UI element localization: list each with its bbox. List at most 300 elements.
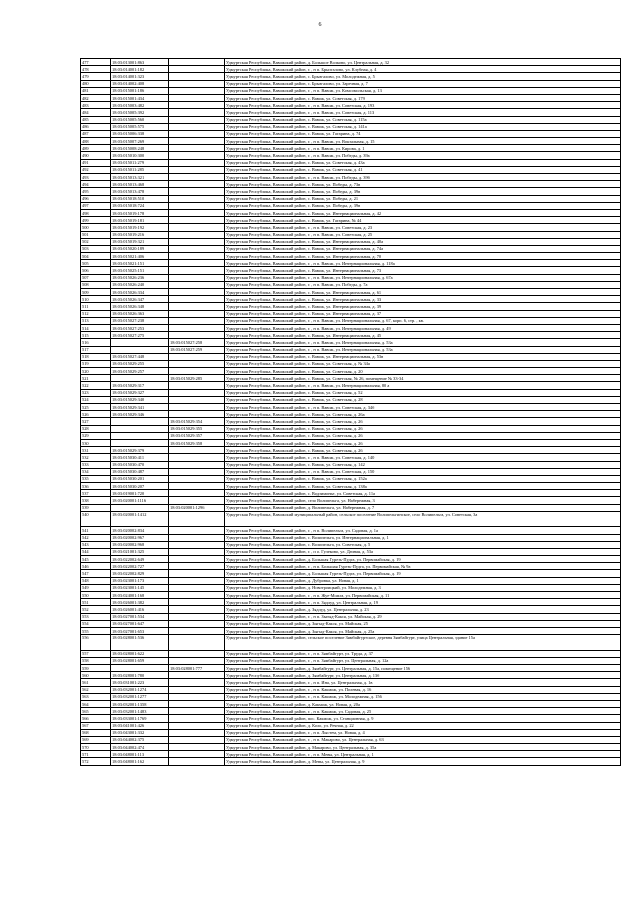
cadastral-number-cell [111, 418, 169, 425]
address-cell: Удмуртская Республика, Вавожский район, д. Какмож, ул. Новая, д. 20а [225, 700, 621, 707]
address-cell: Удмуртская Республика, Вавожский район, г. , н п. Вавож, ул. Советская, д. 150 [225, 468, 621, 475]
address-cell: Удмуртская Республика, Вавожский район, г. , н п. Волипельга, ул. Садовая, д. 1а [225, 527, 621, 534]
premises-number-cell [169, 613, 225, 620]
address-cell: Удмуртская Республика, Вавожский район, с. Вавож, ул. Гагарина, д. 74 [225, 130, 621, 137]
table-row [81, 224, 621, 231]
table-row [81, 613, 621, 620]
table-row [81, 708, 621, 715]
cadastral-number-cell: 18:03:044002:375 [111, 736, 169, 743]
table-row [81, 483, 621, 490]
premises-number-cell [169, 389, 225, 396]
cadastral-number-cell: 18:03:013001:863 [111, 59, 169, 66]
table-row [81, 138, 621, 145]
table-row [81, 195, 621, 202]
cadastral-number-cell [111, 425, 169, 432]
cadastral-number-cell: 18:03:015029:317 [111, 382, 169, 389]
table-row [81, 188, 621, 195]
row-number-cell: 498 [81, 209, 111, 216]
premises-number-cell [169, 174, 225, 181]
cadastral-number-cell: 18:03:015030:201 [111, 475, 169, 482]
table-row [81, 693, 621, 700]
table-row [81, 296, 621, 303]
address-cell: Удмуртская Республика, Вавожский район, г. , н п. Вавож, ул. Советская, д. 113 [225, 109, 621, 116]
row-number-cell: 486 [81, 123, 111, 130]
row-number-cell: 517 [81, 346, 111, 353]
cadastral-number-cell: 18:03:015011:279 [111, 159, 169, 166]
premises-number-cell [169, 217, 225, 224]
cadastral-number-cell: 18:03:015011:285 [111, 166, 169, 173]
cadastral-number-cell: 18:03:015005:392 [111, 109, 169, 116]
cadastral-number-cell: 18:03:031001:223 [111, 679, 169, 686]
cadastral-number-cell: 18:03:048001:113 [111, 751, 169, 758]
premises-number-cell: 18:03:028001:777 [169, 665, 225, 672]
table-row [81, 729, 621, 736]
row-number-cell: 525 [81, 404, 111, 411]
cadastral-number-cell: 18:03:044002:474 [111, 744, 169, 751]
address-cell: Удмуртская Республика, Вавожский район, г. , н п. Вавож, ул. Советская, д. 140 [225, 454, 621, 461]
row-number-cell: 510 [81, 296, 111, 303]
premises-number-cell [169, 145, 225, 152]
address-cell: Удмуртская Республика, Вавожский район, д. Новотроицкий, ул. Молодежная, д. 3 [225, 584, 621, 591]
address-cell: Удмуртская Республика, Вавожский район, г. , н п. Зямбайгурт, ул. Центральная, д. 12а [225, 657, 621, 664]
row-number-cell: 508 [81, 281, 111, 288]
address-cell: Удмуртская Республика, Вавожский район, с. Вавож, ул. Интернациональная, д. 45 [225, 332, 621, 339]
row-number-cell: 558 [81, 657, 111, 664]
address-cell: Удмуртская Республика, Вавожский район, г. , н п. Брызгалово, ул. Клубная, д. 4 [225, 66, 621, 73]
row-number-cell: 513 [81, 317, 111, 324]
cadastral-number-cell: 18:03:015026:363 [111, 310, 169, 317]
address-cell: Удмуртская Республика, Вавожский район, г. , н п. Вавож, ул. Вокзальная, д. 15 [225, 138, 621, 145]
address-cell: Удмуртская Республика, Вавожский район, с. Вавож, ул. Советская, д. 138а [225, 483, 621, 490]
row-number-cell: 511 [81, 303, 111, 310]
premises-number-cell: 18:03:015027:259 [169, 346, 225, 353]
premises-number-cell [169, 116, 225, 123]
cadastral-number-cell: 18:03:021001:325 [111, 548, 169, 555]
cadastral-number-cell: 18:03:015005:560 [111, 116, 169, 123]
premises-number-cell [169, 751, 225, 758]
table-row [81, 744, 621, 751]
address-cell: Удмуртская Республика, Вавожский район, с. Вавож, ул. Интернациональная, д. 74а [225, 245, 621, 252]
address-cell: Удмуртская Республика, Вавожский район, д. Дубровка, ул. Новая, д. 1 [225, 577, 621, 584]
address-cell: Удмуртская Республика, Вавожский район, д. Зямбайгурт, ул. Центральная, д. 13б [225, 672, 621, 679]
table-row [81, 102, 621, 109]
address-cell: Удмуртская Республика, Вавожский район, с. Вавож, ул. Победы, д. 73в [225, 181, 621, 188]
table-row [81, 599, 621, 606]
table-row [81, 665, 621, 672]
premises-number-cell [169, 159, 225, 166]
cadastral-number-cell: 18:03:015018:724 [111, 202, 169, 209]
cadastral-number-cell: 18:03:043001:332 [111, 729, 169, 736]
premises-number-cell [169, 548, 225, 555]
address-cell: Удмуртская Республика, Вавожский район, г. , н п. Зыгыд-Какся, ул. Майская, д. 29 [225, 613, 621, 620]
row-number-cell: 523 [81, 389, 111, 396]
table-row [81, 584, 621, 591]
cadastral-number-cell: 18:03:015029:346 [111, 411, 169, 418]
cadastral-number-cell: 18:03:015029:255 [111, 360, 169, 367]
address-cell: Удмуртская Республика, Вавожский район, с. Вавож, ул. Интернациональная, д. 70 [225, 253, 621, 260]
address-cell: Удмуртская Республика, Вавожский район, с. Вавож, ул. Советская, д. 43а [225, 159, 621, 166]
table-row [81, 432, 621, 439]
address-cell: Удмуртская Республика, Вавожский район, с. Вавож, ул. Победы, д. 39в [225, 188, 621, 195]
row-number-cell: 500 [81, 224, 111, 231]
premises-number-cell [169, 181, 225, 188]
premises-number-cell [169, 744, 225, 751]
cadastral-number-cell: 18:03:032001:1358 [111, 700, 169, 707]
row-number-cell: 539 [81, 504, 111, 511]
premises-number-cell [169, 606, 225, 613]
table-row [81, 353, 621, 360]
table-row [81, 289, 621, 296]
row-number-cell: 484 [81, 109, 111, 116]
address-cell: Удмуртская Республика, Вавожский район, д. Большое Волково, ул. Центральная, д. 32 [225, 59, 621, 66]
cadastral-number-cell: 18:03:015029:327 [111, 389, 169, 396]
cadastral-number-cell: 18:03:028001:780 [111, 672, 169, 679]
premises-number-cell [169, 686, 225, 693]
row-number-cell: 495 [81, 188, 111, 195]
address-cell: Удмуртская Республика, Вавожский район, с. Вавож, ул. Советская, д. 141а [225, 123, 621, 130]
table-row [81, 80, 621, 87]
premises-number-cell [169, 130, 225, 137]
row-number-cell: 547 [81, 570, 111, 577]
premises-number-cell: 18:03:015027:258 [169, 339, 225, 346]
address-cell: Удмуртская Республика, Вавожский район, д. Коло, ул. Речная, д. 22 [225, 722, 621, 729]
cadastral-number-cell: 18:03:015026:347 [111, 296, 169, 303]
address-cell: Удмуртская Республика, Вавожский район, г. , н п. Вавож, ул. Интернациональная, д. 67, корп. 6, стр. , кв. [225, 317, 621, 324]
address-cell: Удмуртская Республика, Вавожский район, с. Вавож, ул. Интернациональная, д. 33 [225, 296, 621, 303]
row-number-cell: 564 [81, 700, 111, 707]
premises-number-cell [169, 332, 225, 339]
premises-number-cell [169, 245, 225, 252]
table-row [81, 541, 621, 548]
cadastral-number-cell: 18:03:032001:1483 [111, 708, 169, 715]
row-number-cell: 497 [81, 202, 111, 209]
address-cell: Удмуртская Республика, Вавожский район, г. , н п. Вавож, ул. Советская, д. 34б [225, 404, 621, 411]
address-cell: Удмуртская Республика, Вавожский район, д. Большая Гурезь-Пудга, ул. Первомайская, д. 19 [225, 570, 621, 577]
premises-number-cell [169, 303, 225, 310]
row-number-cell: 541 [81, 527, 111, 534]
cadastral-number-cell: 18:03:015027:253 [111, 324, 169, 331]
cadastral-number-cell: 18:03:015027:238 [111, 317, 169, 324]
cadastral-number-cell: 18:03:023001:173 [111, 577, 169, 584]
address-cell: Удмуртская Республика, Вавожский район, с. Вавож, ул. Интернациональная, д. 40а [225, 238, 621, 245]
address-cell: Удмуртская Республика, Вавожский район, с. Вавож, ул. Советская, д. 41 [225, 166, 621, 173]
address-cell: Удмуртская Республика, Вавожский район, г. , н п. Ина, ул. Центральная, д. 1в [225, 679, 621, 686]
address-cell: Удмуртская Республика, Вавожский район, с. Вавож, ул. Интернациональная, д. 73 [225, 267, 621, 274]
premises-number-cell [169, 497, 225, 504]
table-row [81, 511, 621, 527]
row-number-cell: 542 [81, 534, 111, 541]
table-row [81, 360, 621, 367]
row-number-cell: 561 [81, 679, 111, 686]
cadastral-number-cell: 18:03:032001:1274 [111, 686, 169, 693]
row-number-cell: 540 [81, 511, 111, 527]
table-row [81, 231, 621, 238]
row-number-cell: 543 [81, 541, 111, 548]
table-row [81, 736, 621, 743]
cadastral-number-cell: 18:03:015026:348 [111, 303, 169, 310]
address-cell: Удмуртская Республика, Вавожский район, село Волипельга, ул. Набережная, 3 [225, 497, 621, 504]
table-row [81, 339, 621, 346]
premises-number-cell [169, 447, 225, 454]
premises-number-cell [169, 396, 225, 403]
row-number-cell: 565 [81, 708, 111, 715]
address-cell: Удмуртская Республика, Вавожский муниципальный район, сельское поселение Волипельгинское, село Волипельга, ул. Советская, 3а [225, 511, 621, 527]
table-row [81, 94, 621, 101]
row-number-cell: 532 [81, 454, 111, 461]
table-row [81, 181, 621, 188]
row-number-cell: 518 [81, 353, 111, 360]
row-number-cell: 509 [81, 289, 111, 296]
row-number-cell: 482 [81, 94, 111, 101]
table-row [81, 396, 621, 403]
address-cell: Удмуртская Республика, Вавожский район, г. , н п. Какмож, ул. Полевая, д. 16 [225, 686, 621, 693]
premises-number-cell [169, 231, 225, 238]
premises-number-cell [169, 454, 225, 461]
cadastral-number-cell: 18:03:028001:536 [111, 635, 169, 651]
premises-number-cell [169, 274, 225, 281]
cadastral-number-cell: 18:03:023001:145 [111, 584, 169, 591]
cadastral-number-cell: 18:03:015001:186 [111, 87, 169, 94]
cadastral-number-cell [111, 439, 169, 446]
cadastral-number-cell: 18:03:015029:340 [111, 396, 169, 403]
row-number-cell: 567 [81, 722, 111, 729]
row-number-cell: 550 [81, 592, 111, 599]
cadastral-number-cell: 18:03:015030:411 [111, 454, 169, 461]
cadastral-number-cell: 18:03:022002:649 [111, 556, 169, 563]
row-number-cell: 521 [81, 375, 111, 382]
cadastral-number-cell: 18:03:028001:659 [111, 657, 169, 664]
row-number-cell: 570 [81, 744, 111, 751]
cadastral-number-cell: 18:03:026001:382 [111, 599, 169, 606]
premises-number-cell [169, 94, 225, 101]
table-row [81, 563, 621, 570]
premises-number-cell [169, 635, 225, 651]
cadastral-number-cell: 18:03:015013:478 [111, 188, 169, 195]
row-number-cell: 526 [81, 411, 111, 418]
premises-number-cell [169, 138, 225, 145]
premises-number-cell [169, 556, 225, 563]
table-row [81, 174, 621, 181]
row-number-cell: 515 [81, 332, 111, 339]
premises-number-cell [169, 296, 225, 303]
address-cell: Удмуртская Республика, Вавожский район, д. Большая Гурезь-Пудга, ул. Первомайская, д. 19 [225, 556, 621, 563]
row-number-cell: 555 [81, 627, 111, 634]
table-row [81, 425, 621, 432]
table-row [81, 527, 621, 534]
premises-number-cell [169, 577, 225, 584]
premises-number-cell [169, 66, 225, 73]
table-row [81, 504, 621, 511]
premises-number-cell [169, 650, 225, 657]
address-cell: Удмуртская Республика, Вавожский район, г. , н п. Вавож, ул. Интернациональная, д. 49 [225, 324, 621, 331]
row-number-cell: 553 [81, 613, 111, 620]
address-cell: Удмуртская Республика, Вавожский район, г. , н п. Вавож, ул. Комсомольская, д. 13 [225, 87, 621, 94]
table-row [81, 166, 621, 173]
row-number-cell: 571 [81, 751, 111, 758]
premises-number-cell [169, 152, 225, 159]
table-row [81, 303, 621, 310]
cadastral-number-cell [111, 432, 169, 439]
cadastral-number-cell: 18:03:015001:434 [111, 94, 169, 101]
page-number: 6 [318, 22, 322, 28]
cadastral-number-cell: 18:03:015013:468 [111, 181, 169, 188]
row-number-cell: 554 [81, 620, 111, 627]
table-row [81, 679, 621, 686]
cadastral-number-cell: 18:03:015003:482 [111, 102, 169, 109]
row-number-cell: 483 [81, 102, 111, 109]
address-cell: Удмуртская Республика, Вавожский район, г. , н п. Вавож, ул. Победы, д. 39а [225, 152, 621, 159]
row-number-cell: 546 [81, 563, 111, 570]
table-row [81, 461, 621, 468]
premises-number-cell [169, 657, 225, 664]
table-row [81, 152, 621, 159]
premises-number-cell [169, 599, 225, 606]
row-number-cell: 537 [81, 490, 111, 497]
premises-number-cell [169, 267, 225, 274]
table-row [81, 715, 621, 722]
cadastral-number-cell: 18:03:020001:1412 [111, 511, 169, 527]
premises-number-cell [169, 541, 225, 548]
address-cell: Удмуртская Республика, Вавожский район, г. , н п. Мевы, ул. Центральная, д. 1 [225, 751, 621, 758]
premises-number-cell [169, 281, 225, 288]
table-row [81, 375, 621, 382]
table-row [81, 281, 621, 288]
address-cell: Удмуртская Республика, Вавожский район, с. Волипельга, ул. Советская, д. 5 [225, 541, 621, 548]
row-number-cell: 480 [81, 80, 111, 87]
address-cell: Удмуртская Республика, Вавожский район, с. Вавож, ул. Советская, д. 26 [225, 439, 621, 446]
row-number-cell: 512 [81, 310, 111, 317]
premises-number-cell: 18:03:015029:285 [169, 375, 225, 382]
table-row [81, 606, 621, 613]
premises-number-cell [169, 461, 225, 468]
table-row [81, 627, 621, 634]
address-cell: Удмуртская Республика, Вавожский район, д. Волипельга, ул. Набережная, д. 7 [225, 504, 621, 511]
table-row [81, 66, 621, 73]
premises-number-cell [169, 195, 225, 202]
cadastral-number-cell: 18:03:015027:275 [111, 332, 169, 339]
row-number-cell: 528 [81, 425, 111, 432]
address-cell: Удмуртская Республика, Вавожский район, с. Вавож, ул. Советская, д. № 34а [225, 360, 621, 367]
table-row [81, 382, 621, 389]
premises-number-cell [169, 672, 225, 679]
row-number-cell: 530 [81, 439, 111, 446]
row-number-cell: 519 [81, 360, 111, 367]
table-row [81, 245, 621, 252]
cadastral-number-cell: 18:03:015013:321 [111, 174, 169, 181]
cadastral-number-cell: 18:03:014001:182 [111, 66, 169, 73]
address-cell: Удмуртская Республика, Вавожский район, г. , н п. Жуе-Можга, ул. Первомайская, д. 11 [225, 592, 621, 599]
row-number-cell: 562 [81, 686, 111, 693]
address-cell: Удмуртская Республика, Вавожский район, с. Вавож, ул. Советская, д. 179 [225, 94, 621, 101]
table-row [81, 475, 621, 482]
row-number-cell: 490 [81, 152, 111, 159]
table-row [81, 59, 621, 66]
address-cell: Удмуртская Республика, Вавожский район, с. Вавож, ул. Советская, д. 26 [225, 418, 621, 425]
row-number-cell: 491 [81, 159, 111, 166]
table-row [81, 346, 621, 353]
premises-number-cell [169, 527, 225, 534]
cadastral-number-cell: 18:03:015018:510 [111, 195, 169, 202]
table-row [81, 274, 621, 281]
premises-number-cell [169, 123, 225, 130]
row-number-cell: 563 [81, 693, 111, 700]
table-row [81, 672, 621, 679]
cadastral-number-cell: 18:03:015029:341 [111, 404, 169, 411]
address-cell: Удмуртская Республика, Вавожский район, г. , н п. Вавож, ул. Интернациональная, д. 67а [225, 274, 621, 281]
cadastral-number-cell: 18:03:015020:189 [111, 245, 169, 252]
row-number-cell: 499 [81, 217, 111, 224]
cadastral-number-cell: 18:03:015019:216 [111, 231, 169, 238]
premises-number-cell [169, 592, 225, 599]
row-number-cell: 529 [81, 432, 111, 439]
cadastral-number-cell: 18:03:015021:406 [111, 253, 169, 260]
row-number-cell: 545 [81, 556, 111, 563]
row-number-cell: 503 [81, 245, 111, 252]
cadastral-number-cell: 18:03:026001:416 [111, 606, 169, 613]
premises-number-cell [169, 109, 225, 116]
row-number-cell: 504 [81, 253, 111, 260]
table-row [81, 209, 621, 216]
row-number-cell: 535 [81, 475, 111, 482]
table-row [81, 389, 621, 396]
row-number-cell: 572 [81, 758, 111, 765]
premises-number-cell [169, 260, 225, 267]
row-number-cell: 551 [81, 599, 111, 606]
table-row [81, 217, 621, 224]
cadastral-number-cell: 18:03:015019:178 [111, 209, 169, 216]
cadastral-number-cell: 18:03:033001:1769 [111, 715, 169, 722]
premises-number-cell [169, 382, 225, 389]
cadastral-number-cell: 18:03:020001:1116 [111, 497, 169, 504]
table-row [81, 534, 621, 541]
row-number-cell: 559 [81, 665, 111, 672]
premises-number-cell: 18:03:015029:357 [169, 432, 225, 439]
row-number-cell: 520 [81, 368, 111, 375]
cadastral-number-cell: 18:03:014002:408 [111, 80, 169, 87]
address-cell: Удмуртская Республика, Вавожский район, с. Брызгалово, ул. Молодежная, д. 5 [225, 73, 621, 80]
table-row [81, 490, 621, 497]
premises-number-cell [169, 570, 225, 577]
address-cell: Удмуртская Республика, Вавожский район, г. , н п. Вавож, ул. Кирова, д. 1 [225, 145, 621, 152]
table-row [81, 700, 621, 707]
premises-number-cell [169, 483, 225, 490]
premises-number-cell [169, 708, 225, 715]
registry-table [80, 58, 621, 766]
cadastral-number-cell: 18:03:019001:720 [111, 490, 169, 497]
address-cell: Удмуртская Республика, Вавожский район, д. Зямбайгурт, ул. Центральная, д. 15а, помещение 156 [225, 665, 621, 672]
address-cell: Удмуртская Республика, Вавожский район, с. Вавож, ул. Интернациональная, д. 37 [225, 310, 621, 317]
premises-number-cell [169, 758, 225, 765]
table-row [81, 87, 621, 94]
row-number-cell: 538 [81, 497, 111, 504]
premises-number-cell [169, 563, 225, 570]
address-cell: Удмуртская Республика, Вавожский район, с. Вавож, ул. Гагарина, № 44 [225, 217, 621, 224]
table-row [81, 686, 621, 693]
row-number-cell: 496 [81, 195, 111, 202]
premises-number-cell [169, 715, 225, 722]
table-row [81, 202, 621, 209]
address-cell: Удмуртская Республика, Вавожский район, с. Вавож, ул. Интернациональная, д. 53в [225, 353, 621, 360]
table-row [81, 404, 621, 411]
table-row [81, 332, 621, 339]
cadastral-number-cell: 18:03:020002:834 [111, 527, 169, 534]
table-row [81, 577, 621, 584]
row-number-cell: 494 [81, 181, 111, 188]
table-row [81, 758, 621, 765]
row-number-cell: 533 [81, 461, 111, 468]
address-cell: Удмуртская Республика, Вавожский район, г. , н п. Вавож, ул. Советская, д. 25 [225, 231, 621, 238]
row-number-cell: 481 [81, 87, 111, 94]
